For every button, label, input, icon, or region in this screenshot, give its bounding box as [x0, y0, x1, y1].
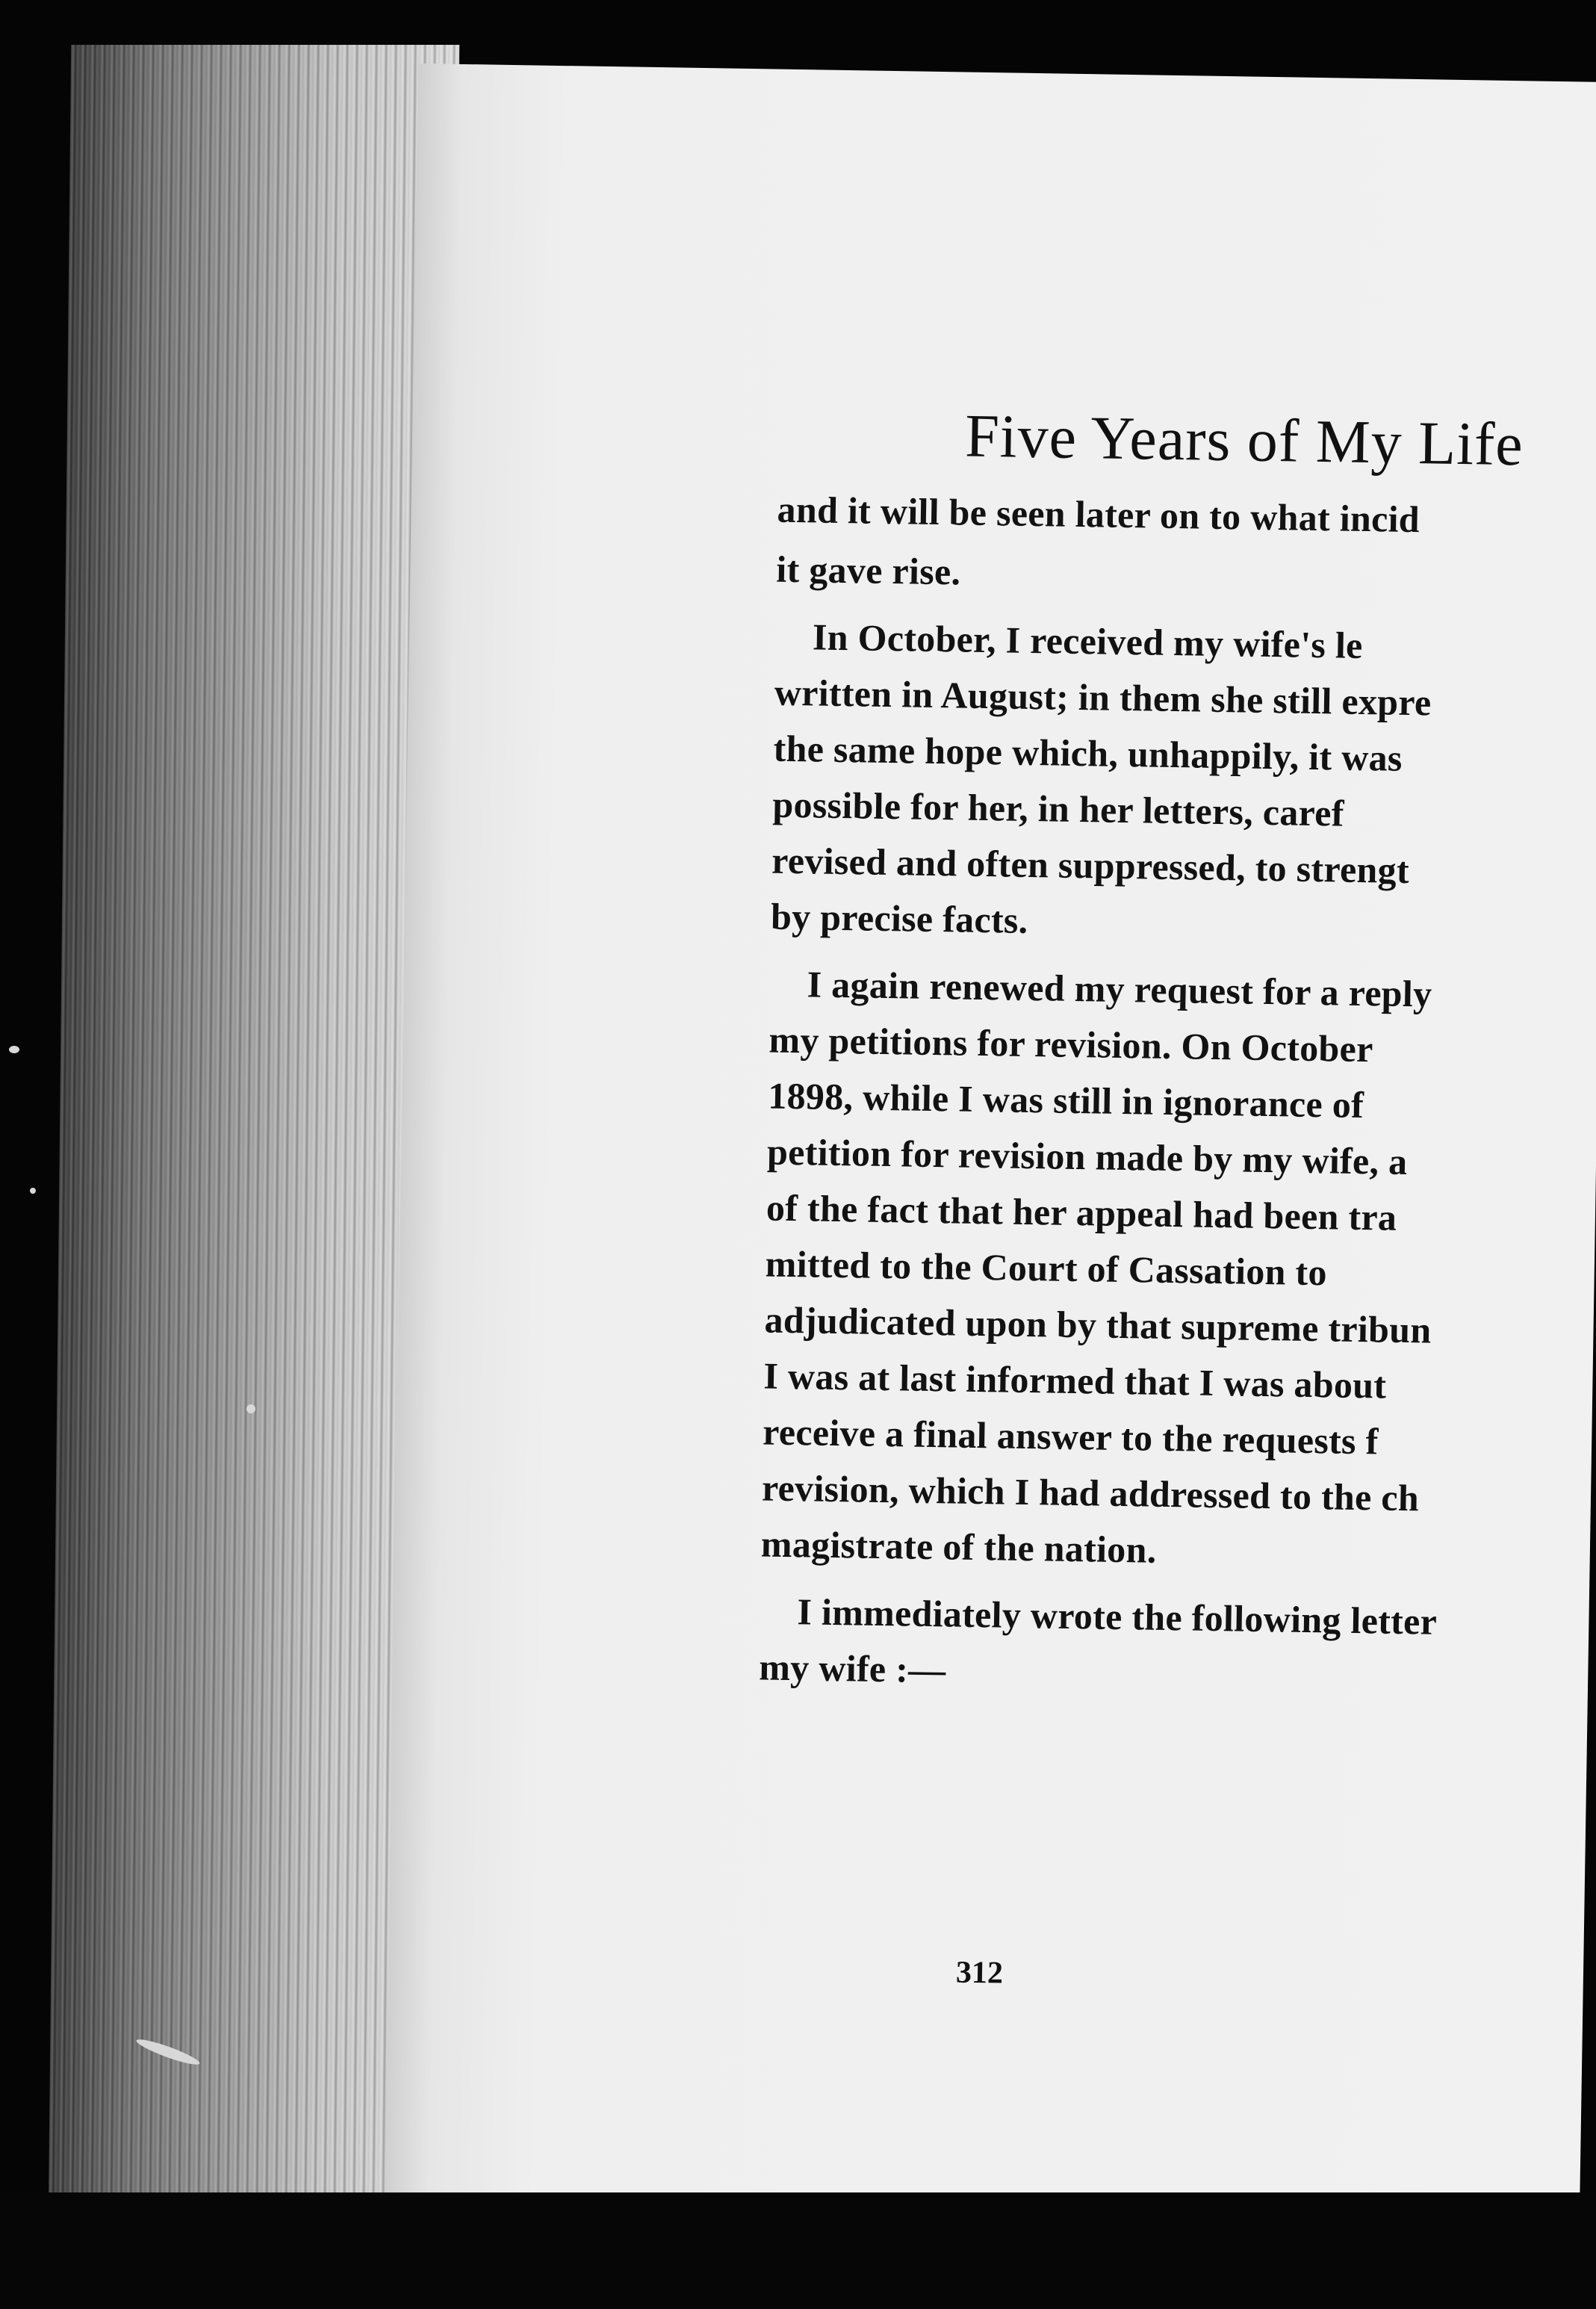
- text-line: it gave rise.: [775, 548, 961, 593]
- text-line: my wife :—: [758, 1646, 946, 1691]
- text-line: I immediately wrote the following letter: [797, 1590, 1438, 1643]
- text-line: by precise facts.: [770, 895, 1028, 941]
- running-head: Five Years of My Life: [964, 401, 1524, 479]
- text-line: the same hope which, unhappily, it was: [773, 727, 1403, 779]
- text-line: 1898, while I was still in ignorance of: [767, 1074, 1364, 1126]
- text-line: magistrate of the nation.: [760, 1522, 1157, 1571]
- text-line: written in August; in them she still expre: [774, 671, 1432, 724]
- text-line: mitted to the Court of Cassation to: [765, 1242, 1328, 1294]
- text-line: and it will be seen later on to what incid: [777, 488, 1420, 541]
- text-line: adjudicated upon by that supreme tribun: [764, 1298, 1432, 1351]
- text-line: possible for her, in her letters, caref: [772, 783, 1345, 834]
- scan-background-bottom: [0, 2192, 1596, 2309]
- scan-speck: [246, 1404, 255, 1413]
- scan-speck: [9, 1046, 19, 1053]
- text-line: my petitions for revision. On October: [768, 1018, 1374, 1070]
- text-line: receive a final answer to the requests f: [762, 1410, 1379, 1463]
- text-line: revision, which I had addressed to the ch: [761, 1466, 1420, 1519]
- text-line: In October, I received my wife's le: [812, 616, 1364, 666]
- text-line: revised and often suppressed, to strengt: [771, 839, 1410, 891]
- text-line: petition for revision made by my wife, a: [766, 1130, 1408, 1183]
- page-number: 312: [955, 1955, 1004, 1991]
- book-page: [385, 63, 1596, 2234]
- text-line: I again renewed my request for a reply: [807, 963, 1432, 1015]
- text-line: I was at last informed that I was about: [763, 1354, 1387, 1407]
- text-line: of the fact that her appeal had been tra: [766, 1186, 1397, 1239]
- scan-speck: [30, 1188, 36, 1194]
